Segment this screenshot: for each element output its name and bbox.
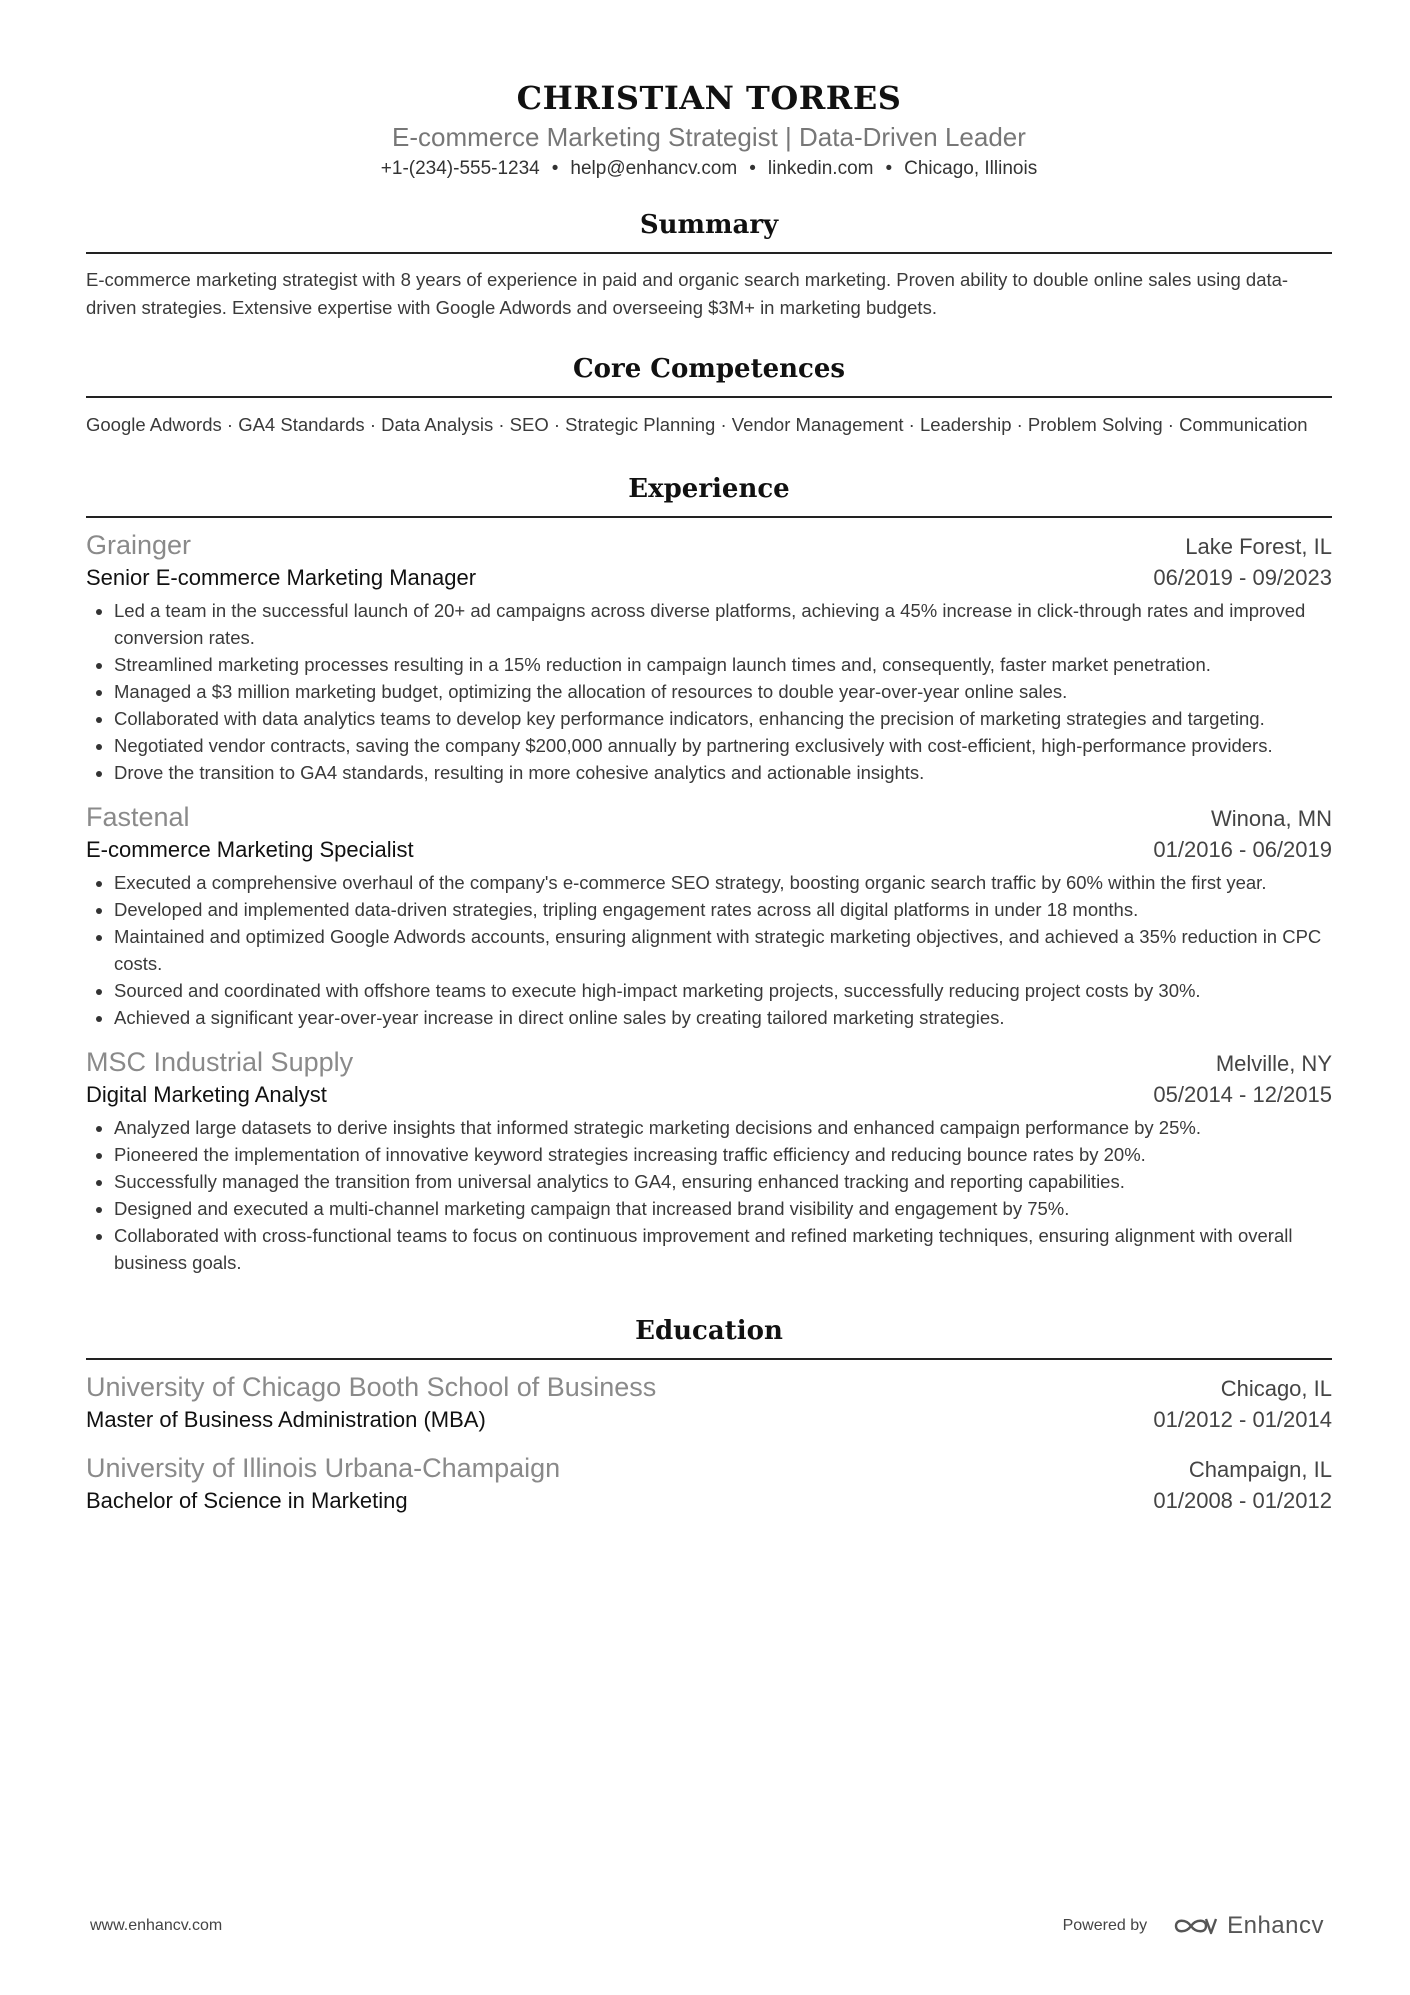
job-location: Winona, MN xyxy=(1210,806,1332,831)
achievement-item: Achieved a significant year-over-year increase in direct online sales by creating tailored marketing strategies. xyxy=(86,1004,1332,1031)
resume-header xyxy=(86,0,1332,182)
resume-page xyxy=(86,0,1332,1516)
entry-degree-row xyxy=(86,1486,1332,1516)
achievement-item: Drove the transition to GA4 standards, resulting in more cohesive analytics and actionable insights. xyxy=(86,759,1332,786)
experience-entry xyxy=(86,528,1332,786)
experience-section xyxy=(86,472,1332,1276)
school-name: University of Illinois Urbana-Champaign xyxy=(86,1453,561,1483)
achievement-item: Developed and implemented data-driven strategies, tripling engagement rates across all digital platforms in under 18 months. xyxy=(86,896,1332,923)
company-name: Fastenal xyxy=(86,802,190,832)
summary-title: Summary xyxy=(86,208,1332,254)
achievement-list xyxy=(86,1114,1332,1276)
achievement-item: Executed a comprehensive overhaul of the company's e-commerce SEO strategy, boosting organic search traffic by 60% within the first year. xyxy=(86,869,1332,896)
education-title: Education xyxy=(86,1314,1332,1360)
company-name: MSC Industrial Supply xyxy=(86,1047,354,1077)
job-dates: 05/2014 - 12/2015 xyxy=(1153,1082,1332,1107)
entry-role-row xyxy=(86,1080,1332,1110)
achievement-item: Collaborated with data analytics teams to develop key performance indicators, enhancing the precision of marketing strategies and targeting. xyxy=(86,705,1332,732)
achievement-item: Designed and executed a multi-channel marketing campaign that increased brand visibility and engagement by 75%. xyxy=(86,1195,1332,1222)
footer-website-link[interactable]: www.enhancv.com xyxy=(90,1917,223,1934)
experience-entry xyxy=(86,800,1332,1031)
contact-separator: • xyxy=(885,158,893,179)
entry-header-row xyxy=(86,1370,1332,1405)
summary-section xyxy=(86,208,1332,322)
experience-title: Experience xyxy=(86,472,1332,518)
page-footer xyxy=(90,1912,1324,1940)
contact-linkedin[interactable]: linkedin.com xyxy=(767,158,874,179)
achievement-item: Led a team in the successful launch of 20+ ad campaigns across diverse platforms, achieving a 45% increase in click-through rates and improved conversion rates. xyxy=(86,597,1332,651)
job-title: E-commerce Marketing Specialist xyxy=(86,837,414,862)
enhancv-logo[interactable] xyxy=(1173,1912,1324,1940)
degree-title: Bachelor of Science in Marketing xyxy=(86,1488,408,1513)
achievement-item: Sourced and coordinated with offshore teams to execute high-impact marketing projects, successfully reducing project costs by 30%. xyxy=(86,977,1332,1004)
candidate-name: CHRISTIAN TORRES xyxy=(516,79,902,117)
candidate-headline: E-commerce Marketing Strategist | Data-Driven Leader xyxy=(392,122,1026,152)
education-dates: 01/2012 - 01/2014 xyxy=(1153,1407,1332,1432)
job-title: Digital Marketing Analyst xyxy=(86,1082,327,1107)
enhancv-logo-icon xyxy=(1173,1914,1219,1938)
powered-by xyxy=(1063,1912,1324,1940)
achievement-item: Streamlined marketing processes resulting in a 15% reduction in campaign launch times and, consequently, faster market penetration. xyxy=(86,651,1332,678)
competences-title: Core Competences xyxy=(86,352,1332,398)
contact-phone[interactable]: +1-(234)-555-1234 xyxy=(380,158,540,179)
achievement-item: Collaborated with cross-functional teams to focus on continuous improvement and refined marketing techniques, ensuring alignment with overall business goals. xyxy=(86,1222,1332,1276)
entry-header-row xyxy=(86,1045,1332,1080)
achievement-item: Negotiated vendor contracts, saving the company $200,000 annually by partnering exclusively with cost-efficient, high-performance providers. xyxy=(86,732,1332,759)
job-location: Melville, NY xyxy=(1215,1051,1332,1076)
contact-location: Chicago, Illinois xyxy=(904,158,1038,179)
company-name: Grainger xyxy=(86,530,192,560)
contact-email[interactable]: help@enhancv.com xyxy=(570,158,738,179)
job-title: Senior E-commerce Marketing Manager xyxy=(86,565,477,590)
entry-header-row xyxy=(86,800,1332,835)
achievement-item: Maintained and optimized Google Adwords accounts, ensuring alignment with strategic marketing objectives, and achieved a 35% reduction in CPC costs. xyxy=(86,923,1332,977)
achievement-list xyxy=(86,597,1332,786)
summary-text: E-commerce marketing strategist with 8 years of experience in paid and organic search marketing. Proven ability to double online sales using data-driven strategies. Extensive expertise with Google Adwords and overseeing $3M+ in marketing budgets. xyxy=(86,269,1289,318)
achievement-item: Managed a $3 million marketing budget, optimizing the allocation of resources to double year-over-year online sales. xyxy=(86,678,1332,705)
school-location: Champaign, IL xyxy=(1188,1457,1332,1482)
job-location: Lake Forest, IL xyxy=(1185,534,1332,559)
contact-separator: • xyxy=(551,158,559,179)
education-dates: 01/2008 - 01/2012 xyxy=(1153,1488,1332,1513)
contact-line xyxy=(86,156,1332,182)
job-dates: 01/2016 - 06/2019 xyxy=(1153,837,1332,862)
school-name: University of Chicago Booth School of Business xyxy=(86,1372,657,1402)
competences-text: Google Adwords · GA4 Standards · Data Analysis · SEO · Strategic Planning · Vendor Management · Leadership · Problem Solving · Communication xyxy=(86,414,1308,435)
achievement-item: Analyzed large datasets to derive insights that informed strategic marketing decisions and enhanced campaign performance by 25%. xyxy=(86,1114,1332,1141)
achievement-item: Pioneered the implementation of innovative keyword strategies increasing traffic efficiency and reducing bounce rates by 20%. xyxy=(86,1141,1332,1168)
entry-role-row xyxy=(86,563,1332,593)
achievement-item: Successfully managed the transition from universal analytics to GA4, ensuring enhanced tracking and reporting capabilities. xyxy=(86,1168,1332,1195)
degree-title: Master of Business Administration (MBA) xyxy=(86,1407,486,1432)
education-section xyxy=(86,1314,1332,1516)
school-location: Chicago, IL xyxy=(1220,1376,1332,1401)
job-dates: 06/2019 - 09/2023 xyxy=(1153,565,1332,590)
entry-role-row xyxy=(86,835,1332,865)
experience-entry xyxy=(86,1045,1332,1276)
entry-degree-row xyxy=(86,1405,1332,1435)
achievement-list xyxy=(86,869,1332,1031)
contact-separator: • xyxy=(749,158,756,179)
education-entry xyxy=(86,1370,1332,1435)
education-entry xyxy=(86,1451,1332,1516)
enhancv-logo-text: Enhancv xyxy=(1227,1912,1324,1939)
powered-by-label: Powered by xyxy=(1062,1917,1148,1934)
competences-section xyxy=(86,352,1332,440)
entry-header-row xyxy=(86,1451,1332,1486)
entry-header-row xyxy=(86,528,1332,563)
